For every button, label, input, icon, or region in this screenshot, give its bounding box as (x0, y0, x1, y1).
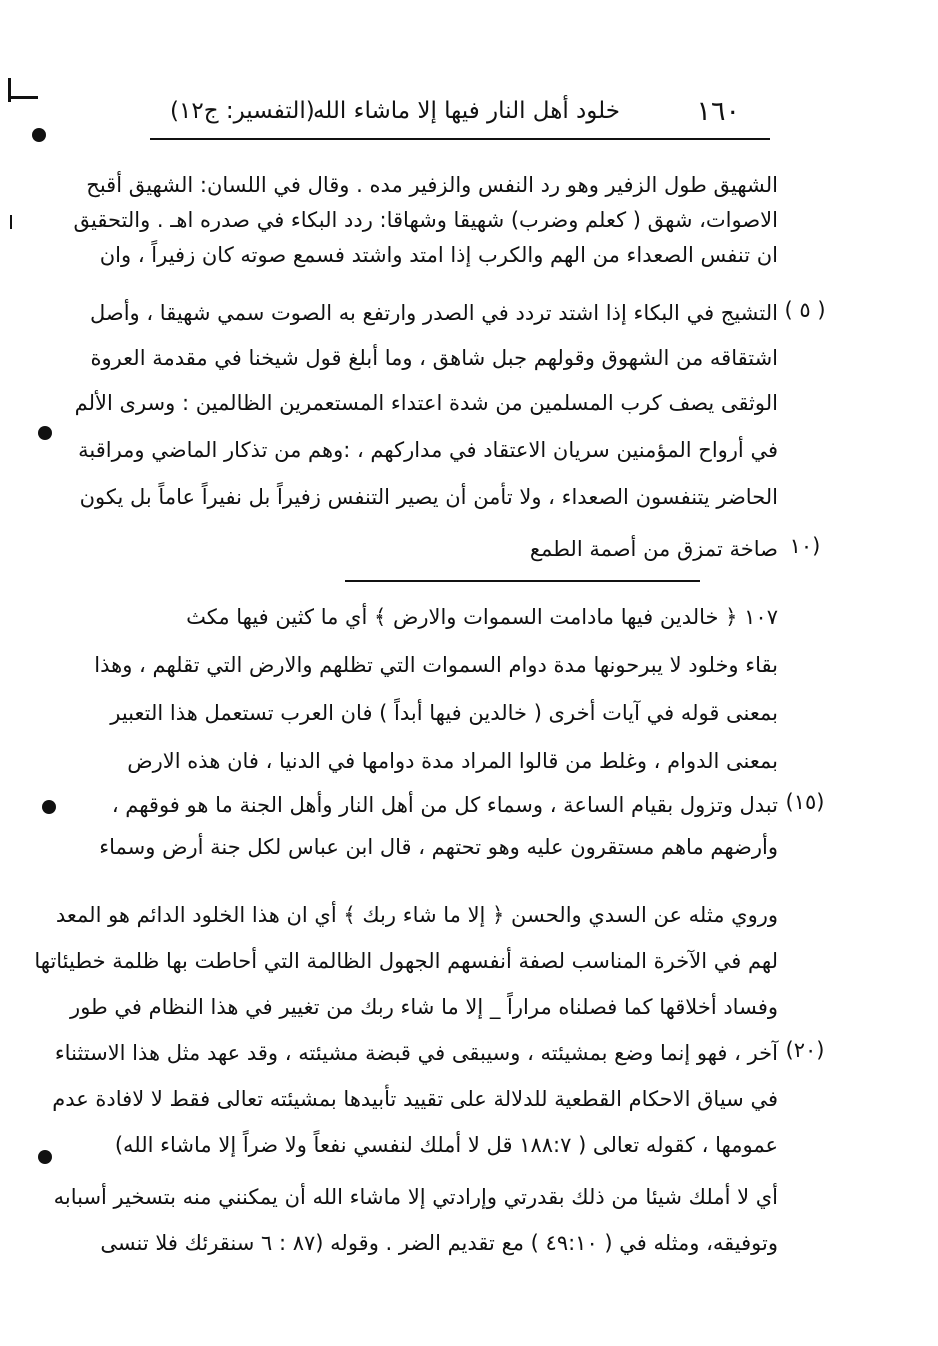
line-number: ١٠) (789, 534, 821, 558)
body-line: وفساد أخلاقها كما فصلناه مراراً _ إلا ما شاء ربك من تغيير في هذا النظام في طور (70, 995, 778, 1019)
body-line: بقاء وخلود لا يبرحونها مدة دوام السموات التي تظلهم والارض التي تقلهم ، وهذا (94, 653, 778, 677)
body-line: في سياق الاحكام القطعية للدلالة على تقييد تأبيدها بمشيئته تعالى فقط لا لافادة عدم (52, 1087, 778, 1111)
page-header (170, 96, 740, 136)
body-line: تبدل وتزول بقيام الساعة ، وسماء كل من أهل النار وأهل الجنة ما هو فوقهم ، (111, 793, 778, 817)
header-rule (150, 138, 770, 140)
body-line: أي لا أملك شيئا من ذلك بقدرتي وإرادتي إلا ماشاء الله أن يمكنني منه بتسخير أسبابه (53, 1185, 778, 1209)
footnote-line: التشيج في البكاء إذا اشتد تردد في الصدر وارتفع به الصوت سمي شهيقا ، وأصل (89, 301, 778, 325)
footnote-line: ان تنفس الصعداء من الهم والكرب إذا امتد واشتد فسمع صوته كان زفيراً ، وان (99, 243, 778, 267)
body-line: عمومها ، كقوله تعالى ( ١٨٨:٧ قل لا أملك لنفسي نفعاً ولا ضراً إلا ماشاء الله) (114, 1133, 778, 1157)
binding-hole-dot (38, 1150, 52, 1164)
page-number: ١٦٠ (696, 96, 740, 127)
section-label: (التفسير: ج١٢) (170, 98, 315, 124)
binding-hole-dot (42, 800, 56, 814)
footnote-line: الوثقى يصف كرب المسلمين من شدة اعتداء المستعمرين الظالمين : وسرى الألم (74, 391, 778, 415)
footnote-line: الحاضر يتنفسون الصعداء ، ولا تأمن أن يصير التنفس زفيراً بل نفيراً عاماً بل يكون (79, 485, 778, 509)
section-divider (345, 580, 700, 582)
footnote-line: الاصوات، شهق ( كعلم وضرب) شهيقا وشهاقا: ردد البكاء في صدره اهـ . والتحقيق (73, 208, 778, 232)
margin-mark (8, 96, 38, 99)
margin-tick (10, 215, 12, 229)
footnote-line: صاخة تمزق من أصمة الطمع (529, 537, 778, 561)
footnote-line: في أرواح المؤمنين سريان الاعتقاد في مداركهم ، :وهم من تذكار الماضي ومراقبة (78, 438, 778, 462)
footnote-line: الشهيق طول الزفير وهو رد النفس والزفير مده . وقال في اللسان: الشهيق أقبح (86, 173, 778, 197)
footnote-line: اشتقاقه من الشهوق وقولهم جبل شاهق ، وما أبلغ قول شيخنا في مقدمة العروة (90, 346, 778, 370)
running-title: خلود أهل النار فيها إلا ماشاء الله (312, 98, 620, 124)
body-line: بمعنى الدوام ، وغلط من قالوا المراد مدة دوامها في الدنيا ، فان هذه الارض (127, 749, 778, 773)
binding-hole-dot (32, 128, 46, 142)
body-line: وروي مثله عن السدي والحسن ﴿ إلا ما شاء ربك ﴾ أي ان هذا الخلود الدائم هو المعد (55, 903, 778, 927)
body-line: وتوفيقه، ومثله في ( ٤٩:١٠ ) مع تقديم الضر . وقوله (٨٧ : ٦ سنقرئك فلا تنسى (100, 1231, 778, 1255)
body-line: آخر ، فهو إنما وضع بمشيئته ، وسيبقى في قبضة مشيئته ، وقد عهد مثل هذا الاستثناء (54, 1041, 778, 1065)
binding-hole-dot (38, 426, 52, 440)
body-line: بمعنى قوله في آيات أخرى ( خالدين فيها أبداً ) فان العرب تستعمل هذا التعبير (110, 701, 778, 725)
line-number: (٢٠) (785, 1038, 825, 1062)
line-number: ( ٥ ) (784, 298, 826, 322)
line-number: (١٥) (785, 790, 825, 814)
body-line: لهم في الآخرة المناسب لصفة أنفسهم الجهول الظالمة التي أحاطت بها ظلمة خطيئاتها (34, 949, 778, 973)
body-line: وأرضهم ماهم مستقرون عليه وهو تحتهم ، قال ابن عباس لكل جنة أرض وسماء (99, 835, 778, 859)
body-line: ١٠٧ ﴿ خالدين فيها مادامت السموات والارض ﴾ أي ما كثين فيها مكث (186, 605, 778, 629)
